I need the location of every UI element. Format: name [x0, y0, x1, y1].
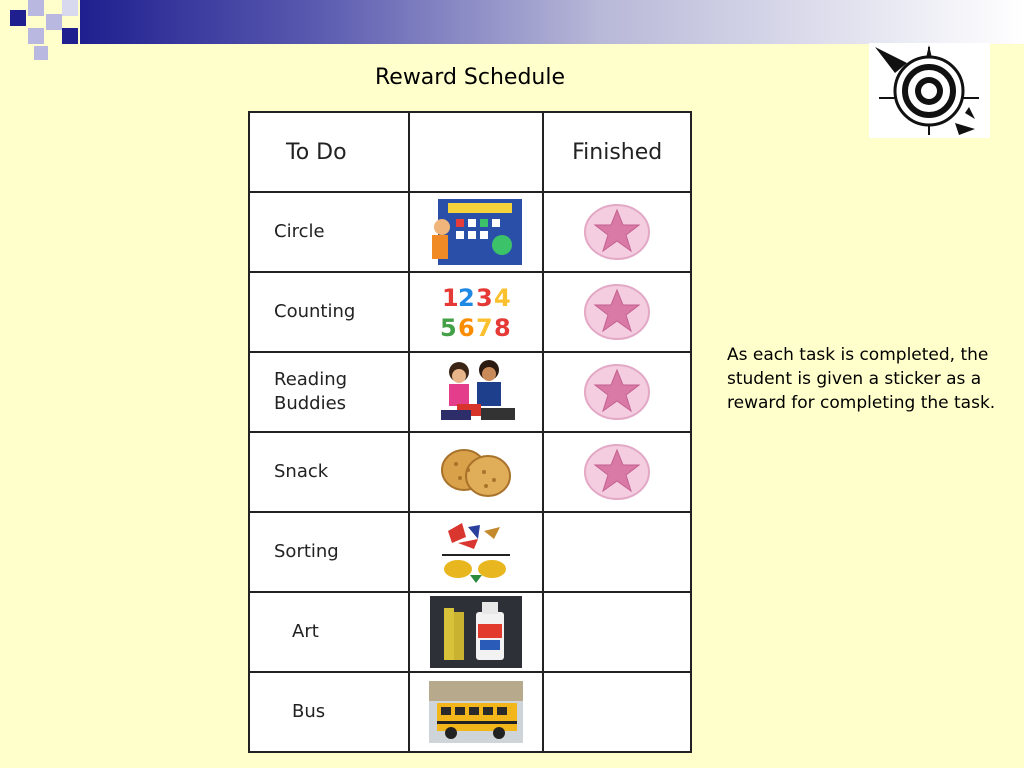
- reward-schedule-table: [248, 111, 692, 753]
- table-header-row: [249, 112, 691, 192]
- sticker-cell: [543, 192, 691, 272]
- svg-text:7: 7: [475, 314, 493, 342]
- empty-sticker-cell: [543, 672, 691, 752]
- slide-title: Reward Schedule: [374, 65, 566, 90]
- header-square-7: [34, 46, 48, 60]
- svg-text:6: 6: [457, 314, 475, 342]
- svg-text:4: 4: [493, 284, 511, 312]
- shape-sorting-icon: [409, 512, 544, 592]
- table-row: [249, 512, 691, 592]
- star-sticker-icon: [582, 442, 652, 502]
- cookies-icon: [409, 432, 544, 512]
- task-label: Circle: [249, 192, 409, 272]
- header-square-5: [62, 0, 78, 16]
- header-square-3: [28, 28, 44, 44]
- esd-logo: [869, 43, 990, 138]
- task-label: Counting: [249, 272, 409, 352]
- school-bus-icon: [409, 672, 544, 752]
- children-reading-icon: [409, 352, 544, 432]
- glue-crayons-icon: [409, 592, 544, 672]
- star-sticker-icon: [582, 282, 652, 342]
- sticker-cell: [543, 272, 691, 352]
- table-row: [249, 672, 691, 752]
- svg-text:1: 1: [441, 284, 459, 312]
- header-square-1: [10, 10, 26, 26]
- star-sticker-icon: [582, 202, 652, 262]
- empty-sticker-cell: [543, 592, 691, 672]
- empty-sticker-cell: [543, 512, 691, 592]
- table-row: [249, 192, 691, 272]
- explanation-text: As each task is completed, the student is given a sticker as a reward for completing the task.: [727, 345, 996, 413]
- table-row: [249, 432, 691, 512]
- task-label: Reading Buddies: [249, 352, 409, 432]
- header-finished: Finished: [543, 112, 691, 192]
- calendar-board-icon: [409, 192, 544, 272]
- svg-text:5: 5: [439, 314, 457, 342]
- task-label: Sorting: [249, 512, 409, 592]
- task-label: Bus: [249, 672, 409, 752]
- number-magnets-icon: [409, 272, 544, 352]
- star-sticker-icon: [582, 362, 652, 422]
- task-label: Art: [249, 592, 409, 672]
- header-square-2: [28, 0, 44, 16]
- header-square-6: [62, 28, 78, 44]
- table-row: [249, 352, 691, 432]
- svg-text:8: 8: [493, 314, 511, 342]
- header-gradient-bar: [80, 0, 1024, 44]
- table-row: [249, 272, 691, 352]
- header-image: [409, 112, 544, 192]
- sticker-cell: [543, 352, 691, 432]
- svg-text:3: 3: [475, 284, 493, 312]
- header-square-4: [46, 14, 62, 30]
- table-row: [249, 592, 691, 672]
- svg-text:2: 2: [457, 284, 475, 312]
- sticker-cell: [543, 432, 691, 512]
- task-label: Snack: [249, 432, 409, 512]
- header-todo: To Do: [249, 112, 409, 192]
